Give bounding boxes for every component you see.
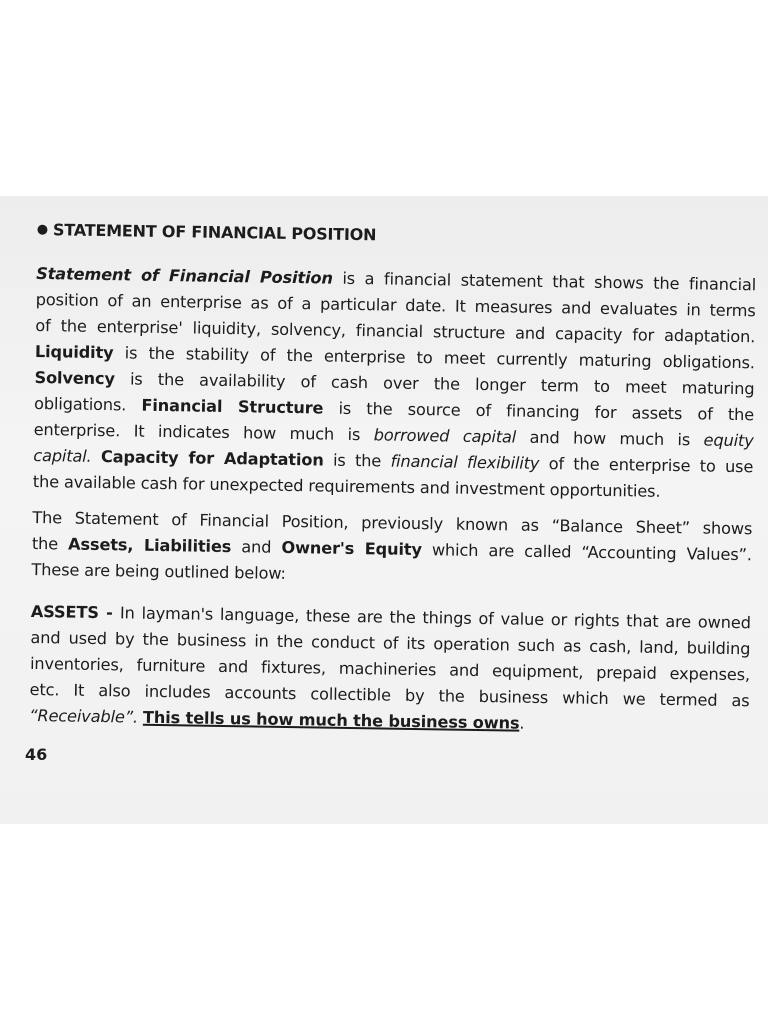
term-borrowed-capital: borrowed capital bbox=[373, 425, 517, 447]
page-content bbox=[29, 220, 757, 740]
section-heading bbox=[37, 220, 757, 250]
text-span: is a financial statement that shows the financial bbox=[332, 268, 757, 295]
text-span: is the source of financing for assets of the bbox=[323, 398, 755, 425]
text-line: inventories, furniture and fixtures, machineries and equipment, prepaid expenses, bbox=[29, 653, 751, 685]
term-financial-structure: Financial Structure bbox=[141, 395, 324, 418]
text-span: is the availability of cash over the longer term to meet maturing bbox=[114, 369, 755, 399]
key-sentence: This tells us how much the business owns bbox=[142, 707, 520, 733]
text-line: the available cash for unexpected requirements and investment opportunities. bbox=[32, 471, 661, 501]
text-span: and bbox=[231, 537, 282, 557]
term-owners-equity: Owner's Equity bbox=[281, 537, 422, 560]
text-line: of the enterprise' liquidity, solvency, financial structure and capacity for adaptation. bbox=[35, 315, 756, 347]
definition-paragraph bbox=[33, 261, 757, 506]
balance-sheet-paragraph bbox=[31, 505, 752, 594]
text-span: is the stability of the enterprise to meet currently maturing obligations. bbox=[113, 343, 755, 373]
text-line: and used by the business in the conduct of its operation such as cash, land, building bbox=[30, 627, 751, 659]
text-span: which are called “Accounting Values”. bbox=[421, 540, 752, 565]
text-line: position of an enterprise as of a particular date. It measures and evaluates in terms bbox=[35, 289, 756, 321]
text-span: of the enterprise to use bbox=[539, 453, 754, 477]
term-capital: capital. bbox=[33, 445, 92, 466]
assets-paragraph bbox=[29, 599, 751, 740]
term-capacity-adaptation: Capacity for Adaptation bbox=[100, 447, 324, 470]
book-page bbox=[0, 196, 768, 824]
text-span: obligations. bbox=[33, 393, 142, 415]
term-assets: ASSETS - bbox=[30, 601, 121, 623]
text-span bbox=[91, 447, 101, 466]
text-span: In layman's language, these are the things of value or rights that are owned bbox=[119, 603, 751, 633]
term-financial-flexibility: financial flexibility bbox=[390, 451, 540, 473]
term-statement: Statement of Financial Position bbox=[36, 263, 333, 288]
section-heading-text: STATEMENT OF FINANCIAL POSITION bbox=[52, 220, 377, 245]
text-span: . bbox=[519, 713, 525, 733]
text-line: etc. It also includes accounts collectible by the business which we termed as bbox=[29, 679, 750, 711]
term-assets-liabilities: Assets, Liabilities bbox=[67, 534, 232, 557]
text-span: enterprise. It indicates how much is bbox=[33, 419, 374, 445]
term-solvency: Solvency bbox=[34, 367, 116, 389]
text-line: The Statement of Financial Position, previously known as “Balance Sheet” shows bbox=[32, 507, 753, 539]
term-equity: equity bbox=[703, 430, 754, 451]
page-number: 46 bbox=[25, 745, 48, 764]
term-receivable: “Receivable”. bbox=[29, 705, 139, 727]
text-line: These are being outlined below: bbox=[31, 559, 286, 583]
text-span: the bbox=[31, 533, 69, 554]
text-span: is the bbox=[323, 450, 391, 471]
text-span: and how much is bbox=[515, 427, 704, 450]
bullet-icon: ● bbox=[36, 221, 49, 238]
term-liquidity: Liquidity bbox=[34, 341, 114, 363]
